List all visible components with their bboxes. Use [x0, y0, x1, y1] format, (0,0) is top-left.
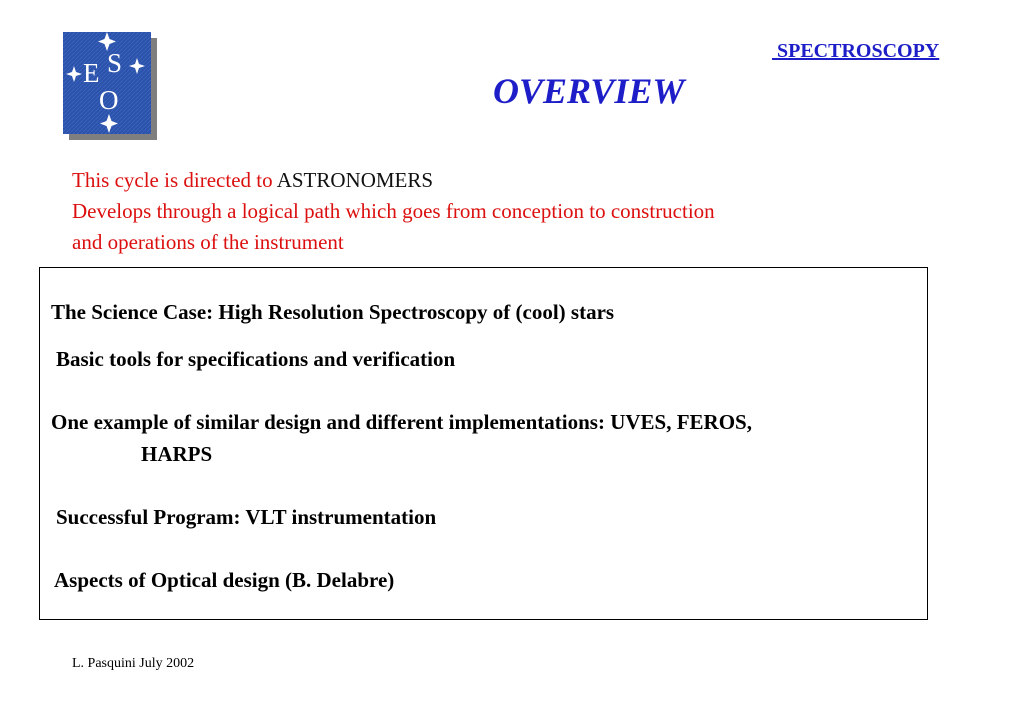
topics-box	[39, 267, 928, 620]
intro-line-2: Develops through a logical path which goes from conception to construction	[72, 199, 715, 223]
intro-line-3: and operations of the instrument	[72, 230, 344, 254]
topic-optical-design: Aspects of Optical design (B. Delabre)	[54, 568, 395, 592]
topic-example-line-2: HARPS	[141, 442, 213, 466]
topic-science-case: The Science Case: High Resolution Spectroscopy of (cool) stars	[51, 300, 615, 324]
intro-line-1	[72, 168, 433, 193]
page-title: OVERVIEW	[493, 71, 685, 111]
eso-logo-icon	[63, 32, 159, 142]
section-label: SPECTROSCOPY	[772, 40, 940, 62]
logo-letter-e: E	[83, 58, 100, 88]
eso-logo	[63, 32, 159, 142]
logo-letter-s: S	[107, 48, 123, 78]
footer-author: L. Pasquini July 2002	[72, 656, 195, 671]
intro-line-1-audience: ASTRONOMERS	[276, 168, 434, 192]
intro-line-1-red: This cycle is directed to	[72, 168, 277, 192]
logo-letter-o: O	[99, 85, 119, 115]
topic-example-line-1: One example of similar design and different implementations: UVES, FEROS,	[51, 410, 752, 434]
topic-basic-tools: Basic tools for specifications and verification	[56, 347, 456, 371]
topic-program: Successful Program: VLT instrumentation	[56, 505, 437, 529]
